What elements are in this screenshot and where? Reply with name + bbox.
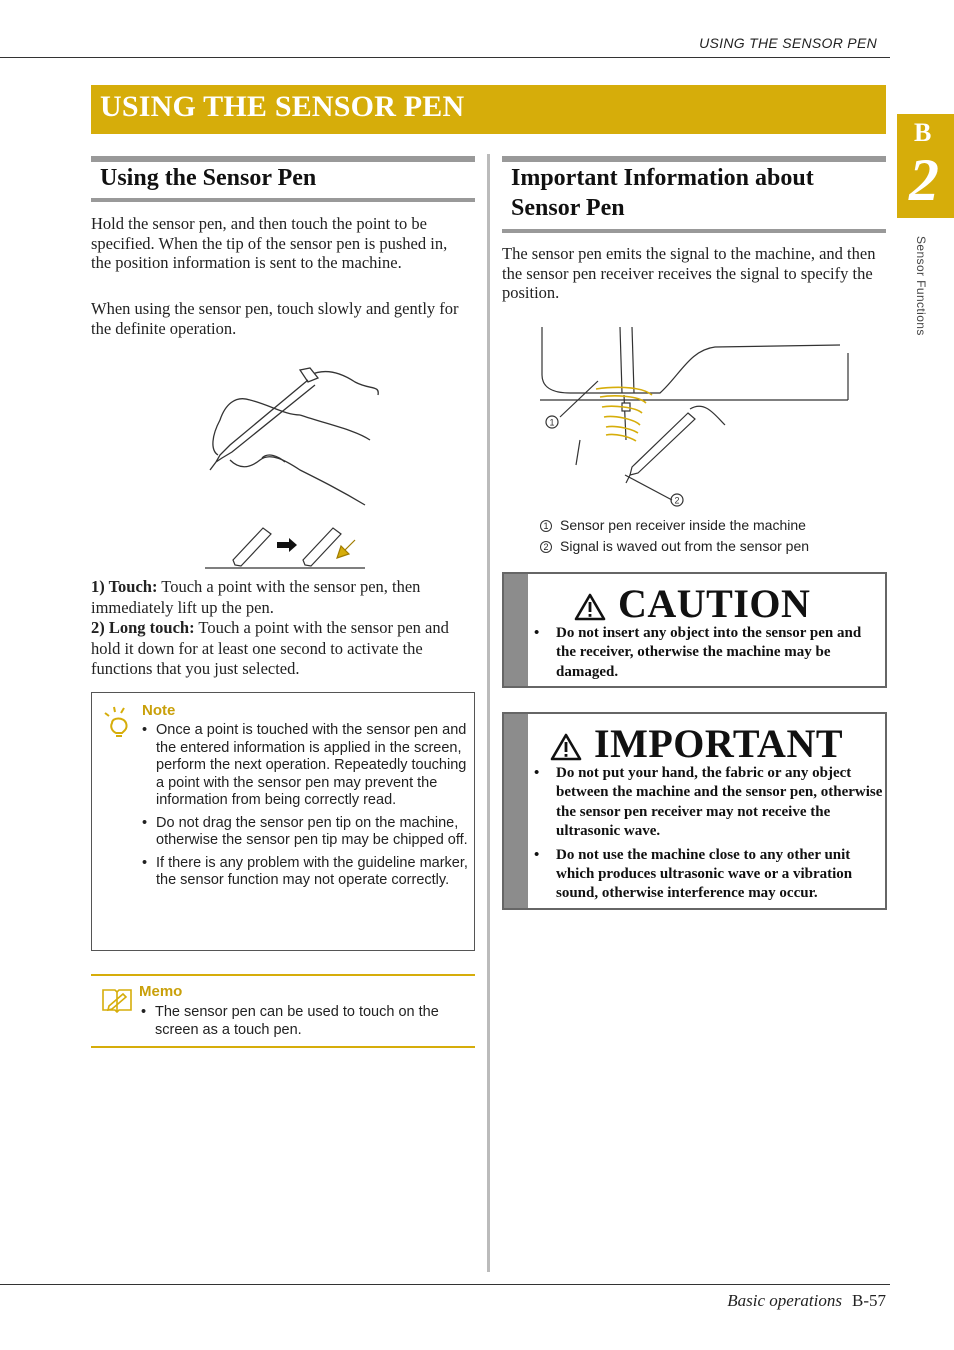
bottom-rule [0,1284,890,1285]
diagram-callout-1: 1 [549,417,555,428]
important-side-bar [504,714,528,908]
important-item: • Do not use the machine close to any other unit which produces ultrasonic wave or a vibration sound, otherwise interference may occur. [534,846,884,904]
footer-page-number: B-57 [852,1291,886,1310]
column-divider [487,154,490,1272]
legend-text: Sensor pen receiver inside the machine [560,517,806,533]
important-list [534,764,884,908]
notebook-pencil-icon [101,986,133,1014]
note-item: • If there is any problem with the guideline marker, the sensor function may not operate correctly. [142,855,470,890]
important-box [502,712,887,910]
caution-heading [574,580,834,628]
legend-number: 1 [540,520,552,532]
important-title: IMPORTANT [594,721,844,766]
important-heading [550,720,850,768]
note-list [142,722,470,895]
long-touch-description [91,618,473,680]
memo-box [91,974,475,1048]
warning-triangle-icon [550,733,582,761]
section-title-important-info: Important Information about Sensor Pen [511,165,814,221]
touch-label: 1) Touch: [91,577,158,596]
chapter-tab [897,114,954,218]
page-title: USING THE SENSOR PEN [100,90,465,123]
diagram-callout-2: 2 [674,495,680,506]
section-heading-right [502,156,886,235]
chapter-number: 2 [909,147,939,213]
diagram-legend-item-2 [540,538,809,554]
hand-holding-pen-illustration [190,360,390,520]
touch-text: Touch a point with the sensor pen, then immediately lift up the pen. [91,577,421,617]
important-item: • Do not put your hand, the fabric or any object between the machine and the sensor pen, otherwise the sensor pen receiver may not receive the ultrasonic wave. [534,764,884,842]
touch-description [91,577,473,618]
page-footer [727,1291,886,1311]
running-header: USING THE SENSOR PEN [699,35,877,51]
warning-triangle-icon [574,593,606,621]
memo-item: • The sensor pen can be used to touch on the screen as a touch pen. [141,1004,469,1039]
top-rule [0,57,890,58]
memo-list [141,1004,469,1039]
footer-section: Basic operations [727,1291,842,1310]
long-touch-text: Touch a point with the sensor pen and hold it down for at least one second to activate the functions that you just selected. [91,618,449,678]
section-title-using-sensor-pen: Using the Sensor Pen [100,165,317,191]
section-heading-left [91,156,475,204]
chapter-side-label: Sensor Functions [914,236,928,336]
caution-side-bar [504,574,528,686]
diagram-legend-item-1 [540,517,806,533]
caution-box [502,572,887,688]
long-touch-label: 2) Long touch: [91,618,195,637]
touch-gesture-illustration [205,520,370,572]
note-title: Note [142,702,176,719]
memo-title: Memo [139,983,183,1000]
note-item: • Once a point is touched with the sensor pen and the entered information is applied in the screen, perform the next operation. Repeatedly touching a point with the sensor pen may prevent the information from being correctly read. [142,722,470,810]
sensor-pen-machine-diagram [540,325,860,510]
usage-paragraph: When using the sensor pen, touch slowly and gently for the definite operation. [91,299,459,338]
note-box [91,692,475,951]
caution-list [534,624,884,686]
sensor-signal-paragraph: The sensor pen emits the signal to the machine, and then the sensor pen receiver receives the signal to specify the position. [502,244,876,302]
lightbulb-icon [102,705,134,739]
legend-text: Signal is waved out from the sensor pen [560,538,810,554]
note-item: • Do not drag the sensor pen tip on the machine, otherwise the sensor pen tip may be chipped off. [142,815,470,850]
intro-paragraph: Hold the sensor pen, and then touch the point to be specified. When the tip of the sensor pen is pushed in, the position information is sent to the machine. [91,214,448,272]
caution-item: • Do not insert any object into the sensor pen and the receiver, otherwise the machine may be damaged. [534,624,884,682]
page-title-bar [91,85,886,134]
chapter-letter: B [914,118,932,147]
caution-title: CAUTION [618,581,811,626]
legend-number: 2 [540,541,552,553]
